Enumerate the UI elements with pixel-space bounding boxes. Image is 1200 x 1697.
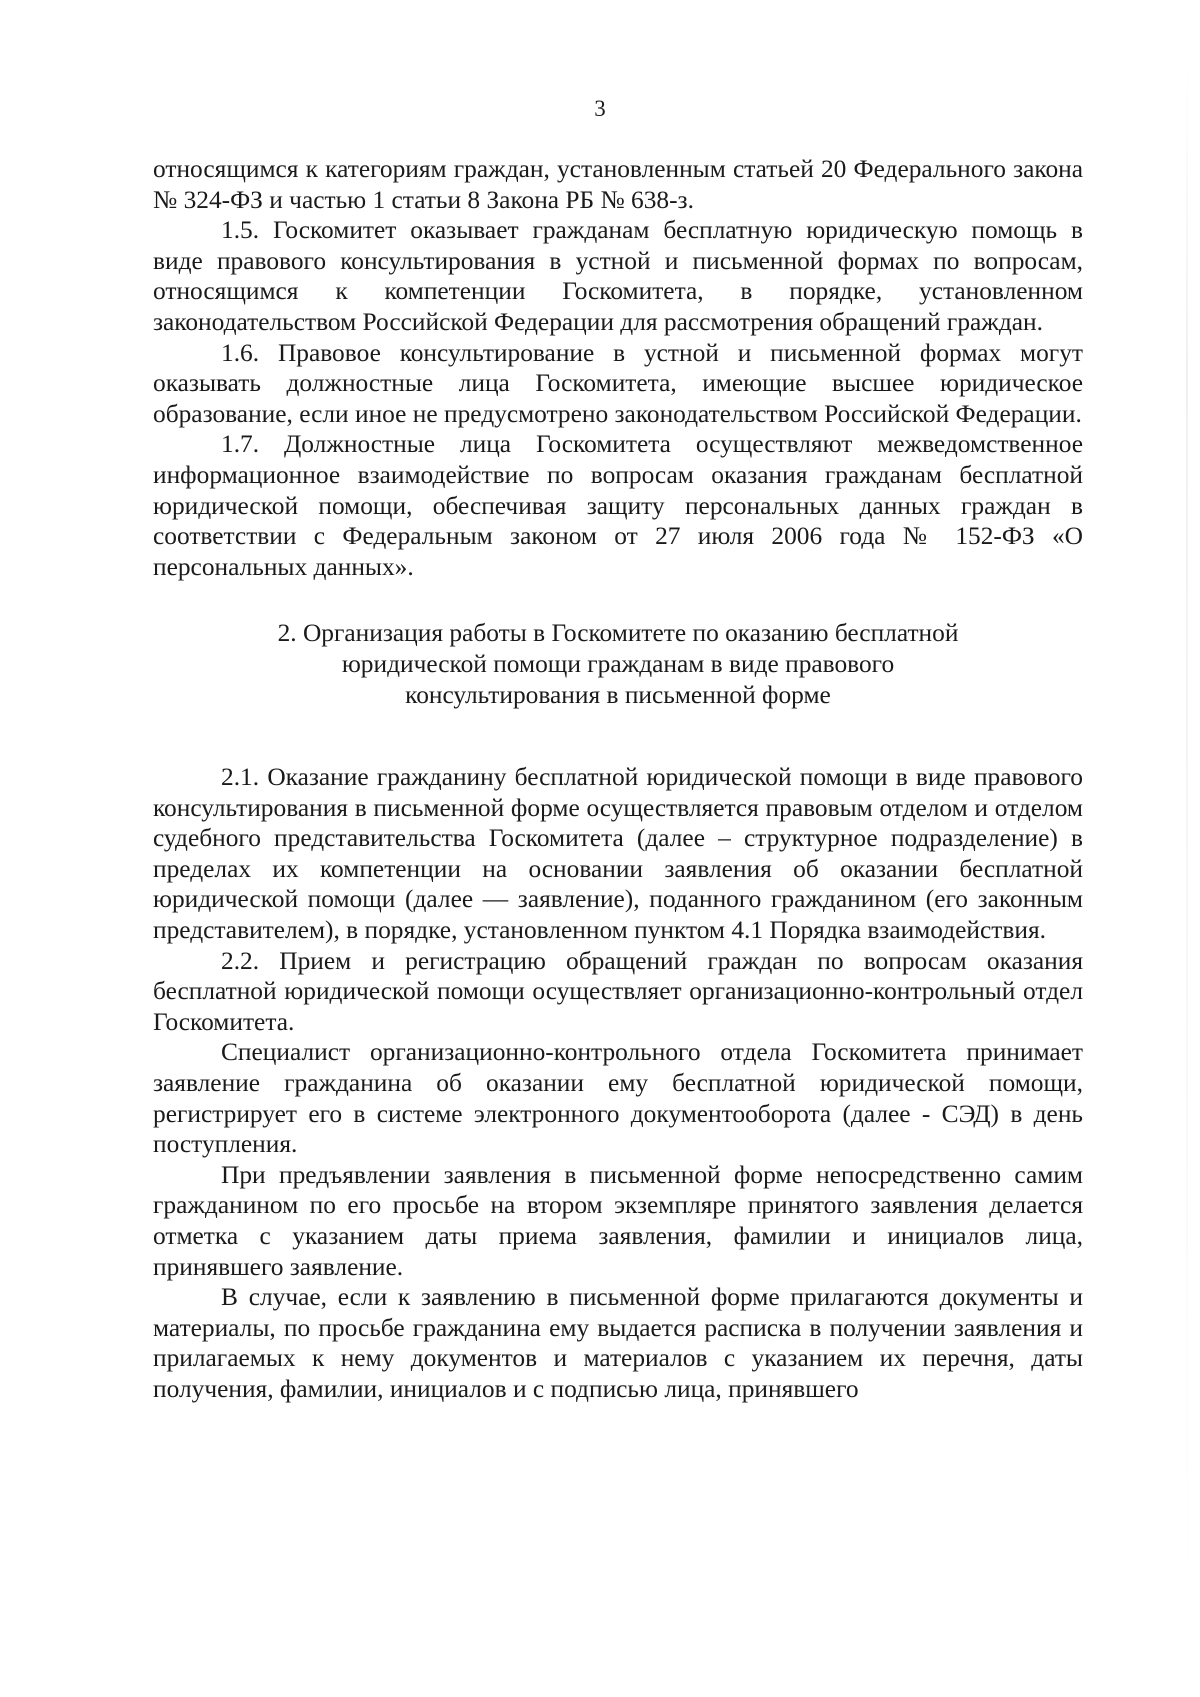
paragraph-continuation: относящимся к категориям граждан, установленным статьей 20 Федерального закона № 324-ФЗ и частью 1 статьи 8 Закона РБ № 638-з. xyxy=(153,155,1083,214)
section-heading-line: юридической помощи гражданам в виде правового xyxy=(341,649,895,678)
paragraph-2-2: 2.2. Прием и регистрацию обращений граждан по вопросам оказания бесплатной юридической помощи осуществляет организационно-контрольный отдел Госкомитета. xyxy=(153,946,1083,1036)
paragraph-1-6: 1.6. Правовое консультирование в устной и письменной формах могут оказывать должностные лица Госкомитета, имеющие высшее юридическое образование, если иное не предусмотрено законодательством Российской Федерации. xyxy=(153,338,1083,428)
section-heading xyxy=(153,618,1083,710)
scan-edge-shadow xyxy=(1186,60,1188,1600)
paragraph-specialist: Специалист организационно-контрольного отдела Госкомитета принимает заявление гражданина об оказании ему бесплатной юридической помощи, регистрирует его в системе электронного документооборота (далее - СЭД) в день поступления. xyxy=(153,1038,1083,1159)
document-body xyxy=(153,154,1083,1405)
paragraph-2-1: 2.1. Оказание гражданину бесплатной юридической помощи в виде правового консультирования в письменной форме осуществляется правовым отделом и отделом судебного представительства Госкомитета (далее – структурное подразделение) в пределах их компетенции на основании заявления об оказании бесплатной юридической помощи (далее — заявление), поданного гражданином (его законным представителем), в порядке, установленном пунктом 4.1 Порядка взаимодействия. xyxy=(153,763,1083,945)
paragraph-second-copy: При предъявлении заявления в письменной форме непосредственно самим гражданином по его просьбе на втором экземпляре принятого заявления делается отметка с указанием даты приема заявления, фамилии и инициалов лица, принявшего заявление. xyxy=(153,1160,1083,1281)
section-heading-line: 2. Организация работы в Госкомитете по оказанию бесплатной xyxy=(277,619,959,648)
paragraph-1-7: 1.7. Должностные лица Госкомитета осуществляют межведомственное информационное взаимодействие по вопросам оказания гражданам бесплатной юридической помощи, обеспечивая защиту персональных данных граждан в соответствии с Федеральным законом от 27 июля 2006 года № 152-ФЗ «О персональных данных». xyxy=(153,430,1083,581)
paragraph-1-5: 1.5. Госкомитет оказывает гражданам бесплатную юридическую помощь в виде правового консультирования в устной и письменной формах по вопросам, относящимся к компетенции Госкомитета, в порядке, установленном законодательством Российской Федерации для рассмотрения обращений граждан. xyxy=(153,216,1083,336)
section-heading-line: консультирования в письменной форме xyxy=(405,680,831,709)
page-number: 3 xyxy=(594,96,606,121)
paragraph-receipt: В случае, если к заявлению в письменной форме прилагаются документы и материалы, по просьбе гражданина ему выдается расписка в получении заявления и прилагаемых к нему документов и материалов с указанием их перечня, даты получения, фамилии, инициалов и с подписью лица, принявшего xyxy=(153,1283,1083,1403)
